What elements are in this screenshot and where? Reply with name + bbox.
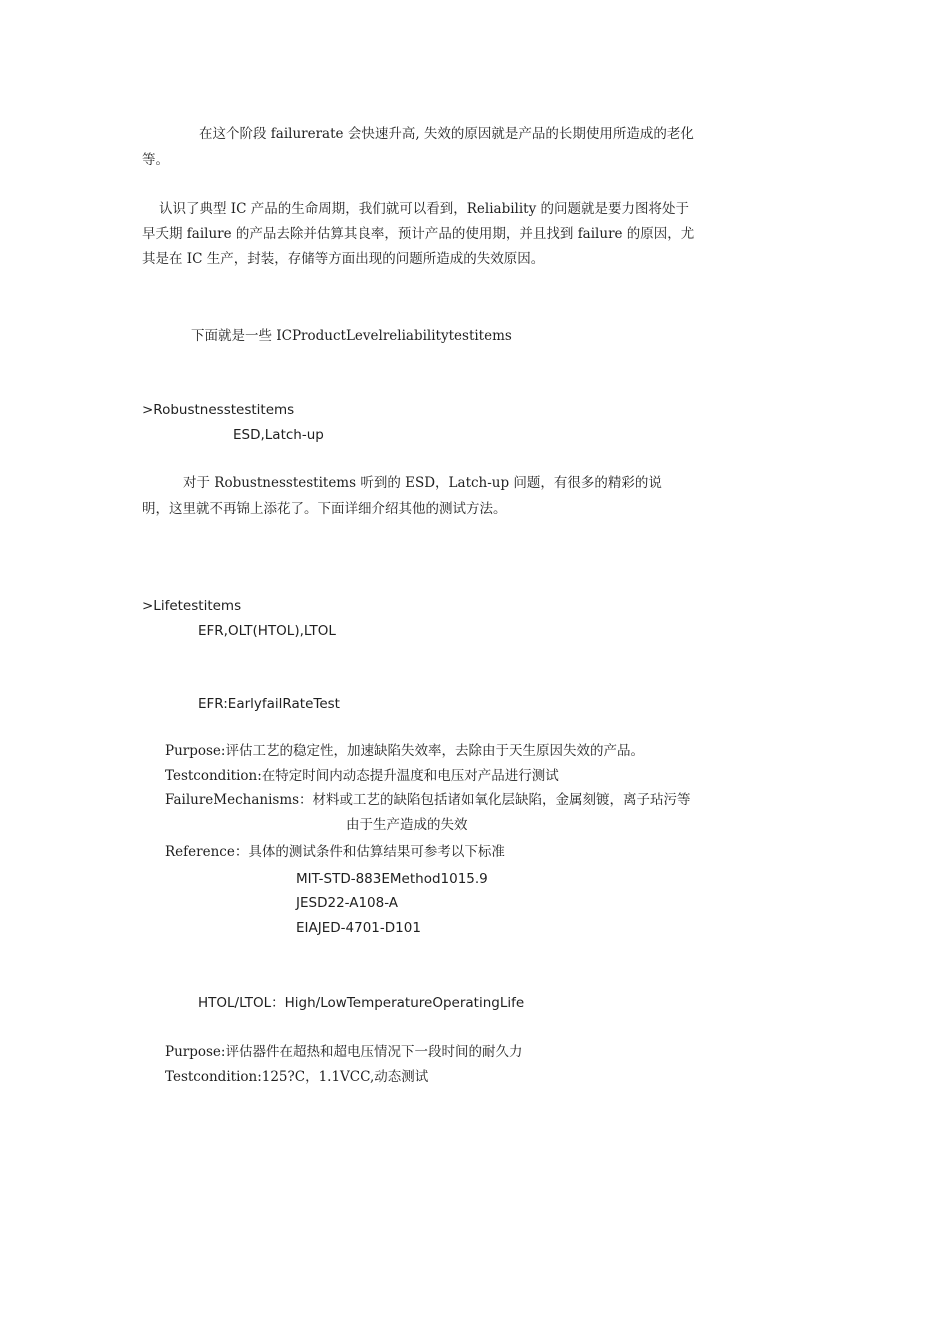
standard-item: MIT-STD-883EMethod1015.9: [296, 871, 488, 887]
efr-purpose: Purpose:评估工艺的稳定性，加速缺陷失效率，去除由于天生原因失效的产品。: [165, 743, 644, 759]
efr-reference: Reference：具体的测试条件和估算结果可参考以下标准: [165, 844, 505, 860]
htol-purpose: Purpose:评估器件在超热和超电压情况下一段时间的耐久力: [165, 1044, 523, 1060]
paragraph-line: 等。: [142, 152, 169, 168]
life-heading: >Lifetestitems: [142, 598, 242, 614]
intro-line: 下面就是一些 ICProductLevelreliabilitytestitems: [191, 328, 512, 344]
robustness-heading: >Robustnesstestitems: [142, 402, 295, 418]
robustness-items: ESD,Latch-up: [233, 427, 324, 443]
paragraph-line: 在这个阶段 failurerate 会快速升高, 失效的原因就是产品的长期使用所造成的老化: [199, 126, 694, 142]
life-items: EFR,OLT(HTOL),LTOL: [198, 623, 336, 639]
paragraph-line: 对于 Robustnesstestitems 听到的 ESD，Latch-up 问题，有很多的精彩的说: [183, 475, 662, 491]
paragraph-line: 早夭期 failure 的产品去除并估算其良率，预计产品的使用期，并且找到 failure 的原因，尤: [142, 226, 695, 242]
efr-failure-mechanisms-cont: 由于生产造成的失效: [346, 817, 468, 833]
standard-item: EIAJED-4701-D101: [296, 920, 421, 936]
efr-failure-mechanisms: FailureMechanisms：材料或工艺的缺陷包括诸如氧化层缺陷，金属刻镀，离子玷污等: [165, 792, 691, 808]
htol-testcondition: Testcondition:125?C，1.1VCC,动态测试: [165, 1069, 429, 1085]
efr-title: EFR:EarlyfailRateTest: [198, 696, 340, 712]
efr-testcondition: Testcondition:在特定时间内动态提升温度和电压对产品进行测试: [165, 768, 559, 784]
paragraph-line: 明，这里就不再锦上添花了。下面详细介绍其他的测试方法。: [142, 501, 507, 517]
standard-item: JESD22-A108-A: [296, 895, 399, 911]
htol-title: HTOL/LTOL：High/LowTemperatureOperatingLife: [198, 995, 525, 1011]
paragraph-line: 其是在 IC 生产，封装，存储等方面出现的问题所造成的失效原因。: [142, 251, 545, 267]
paragraph-line: 认识了典型 IC 产品的生命周期，我们就可以看到，Reliability 的问题就是要力图将处于: [159, 201, 690, 217]
